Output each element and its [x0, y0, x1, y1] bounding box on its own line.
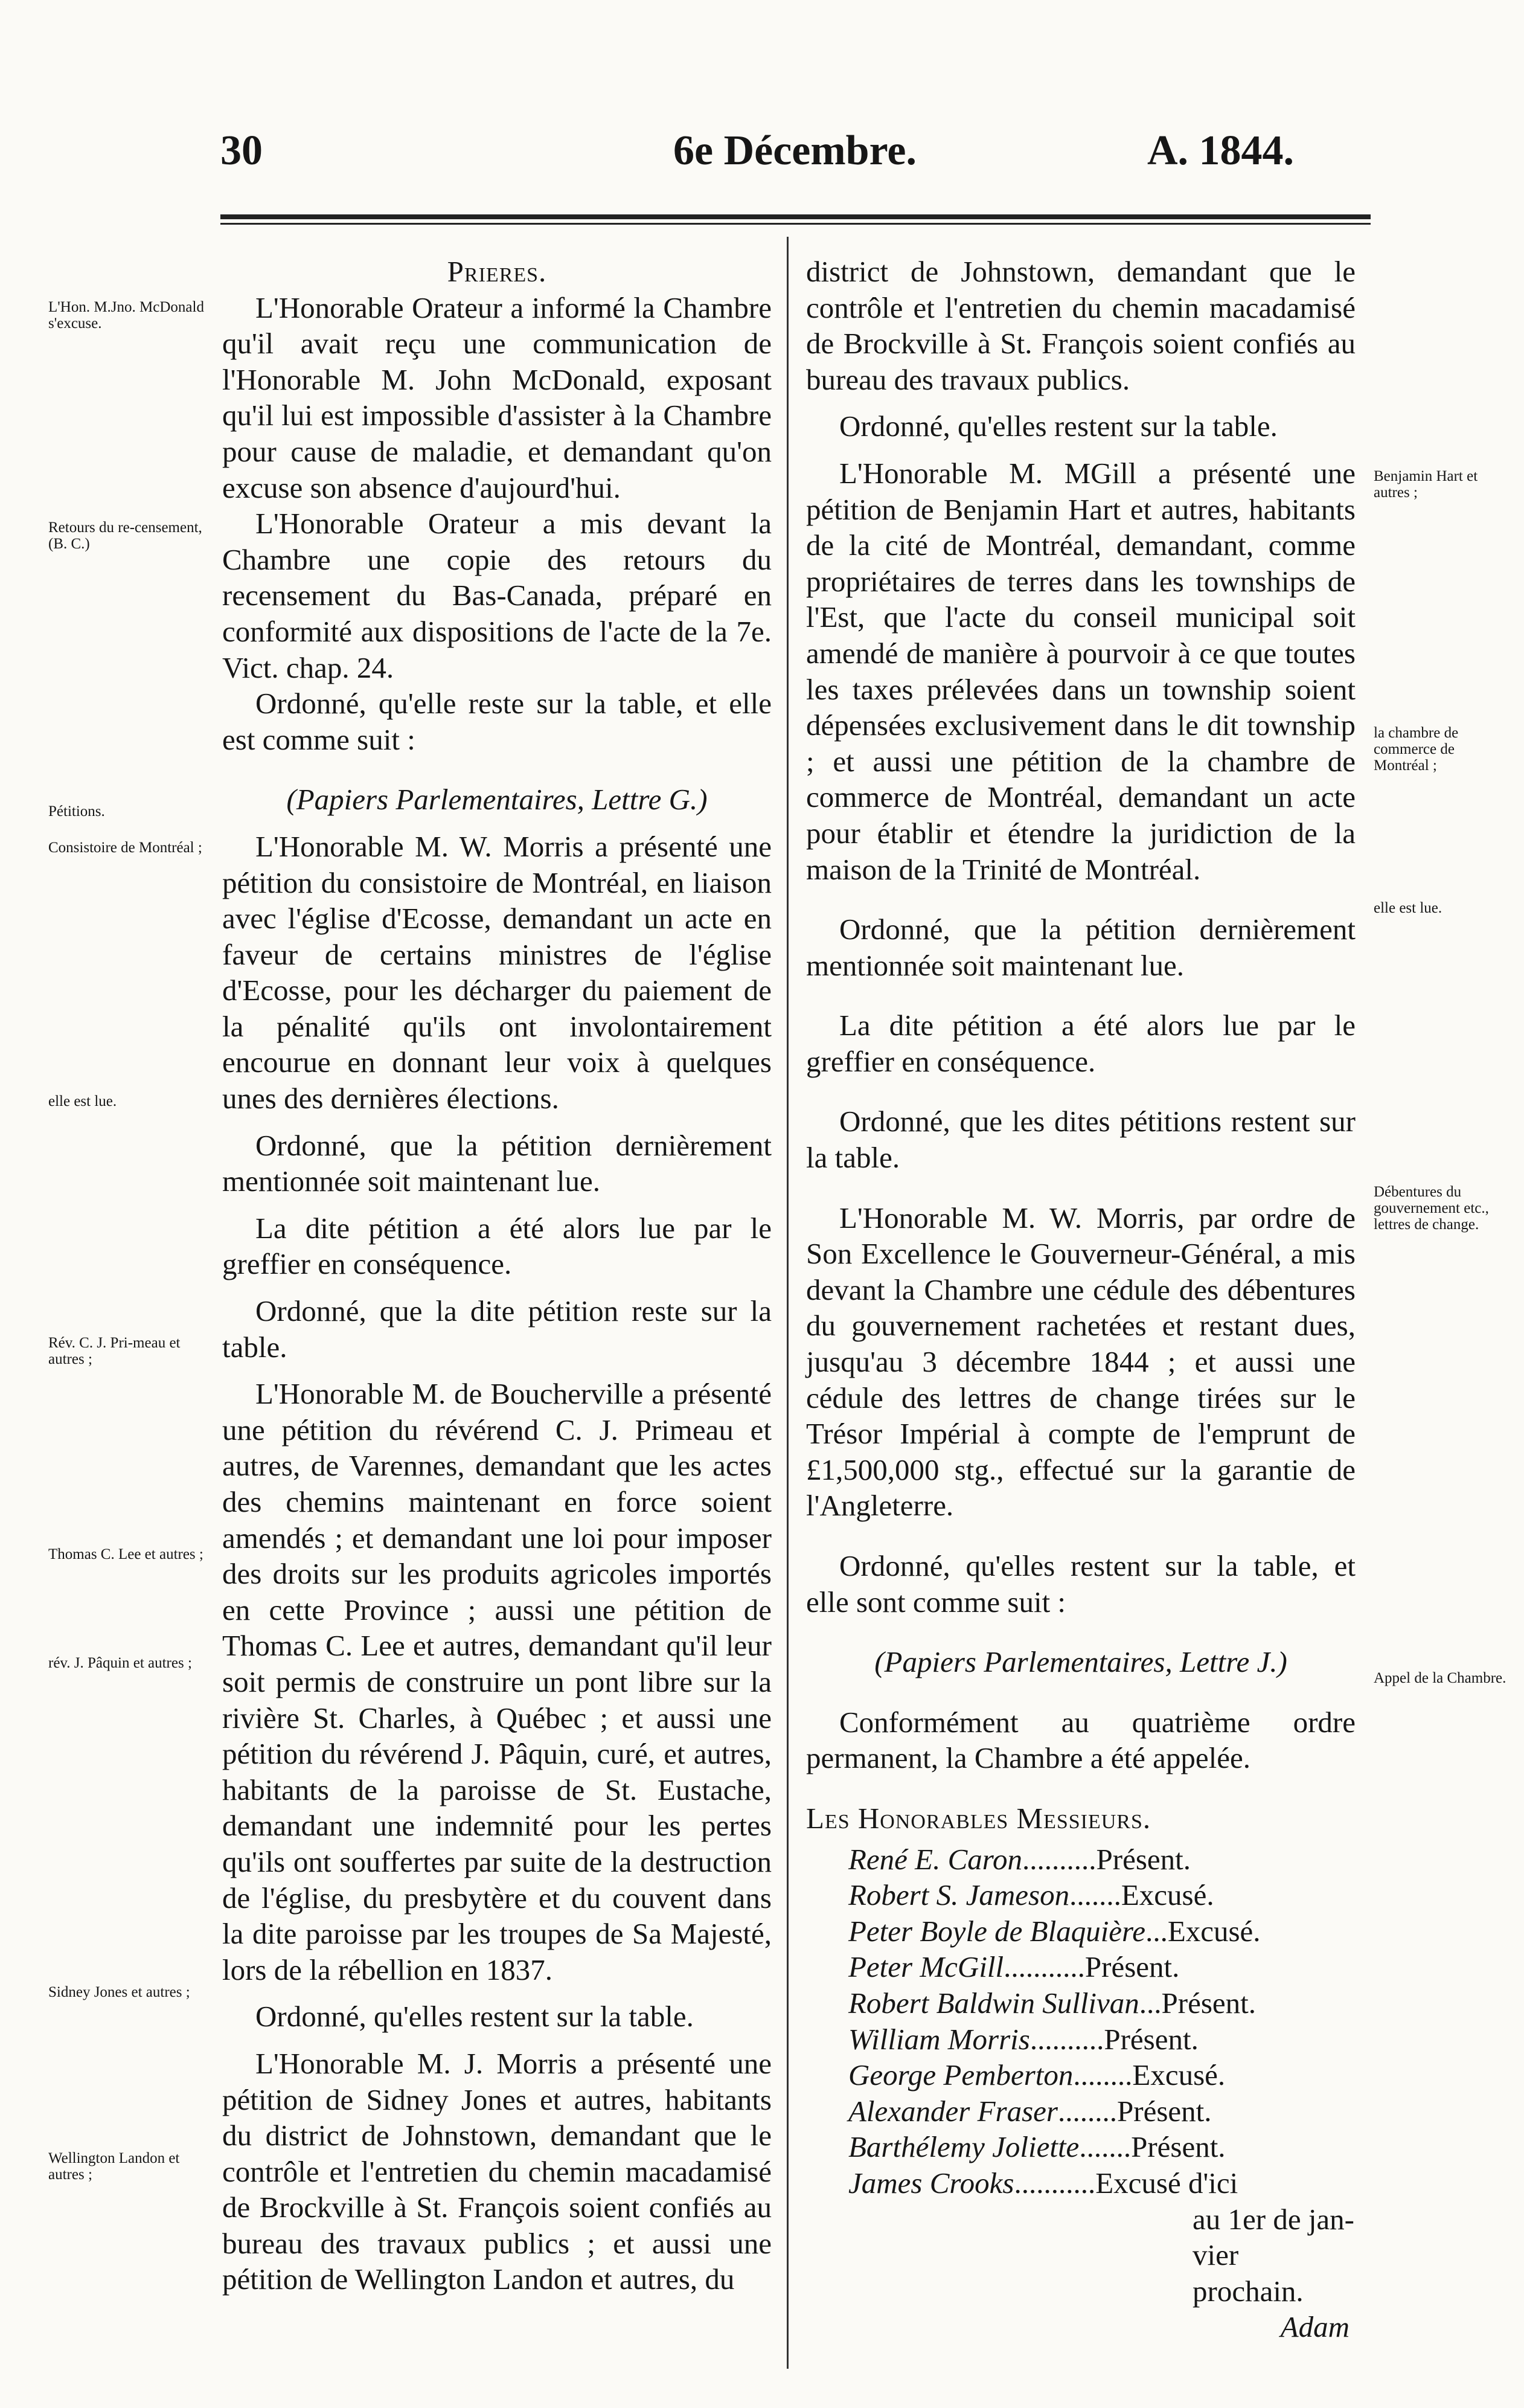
- margin-note: Consistoire de Montréal ;: [48, 840, 202, 856]
- dot-leader: ...: [1139, 1986, 1162, 2020]
- margin-note: Wellington Landon et autres ;: [48, 2150, 180, 2183]
- paragraph: district de Johnstown, demandant que le contrôle et l'entretien du chemin macadamisé de Brockville à St. François soient confiés au bureau des travaux publics.: [806, 255, 1356, 396]
- paragraph: Conformément au quatrième ordre permanent, la Chambre a été appelée.: [806, 1705, 1356, 1775]
- dot-leader: ...: [1145, 1914, 1168, 1948]
- paragraph: La dite pétition a été alors lue par le greffier en conséquence.: [806, 1009, 1356, 1078]
- dot-leader: ..........: [1022, 1842, 1097, 1876]
- section-heading: Prieres.: [447, 255, 547, 288]
- paragraph: L'Honorable M. de Boucherville a présenté une pétition du révérend C. J. Primeau et autres, de Varennes, demandant que les actes des chemins maintenant en force soient amendés ; et demandant une loi pour imposer des droits sur les produits agricoles importés en cette Province ; aussi une pétition de Thomas C. Lee et autres, demandant qu'il leur soit permis de construire un pont libre sur la rivière St. Charles, à Québec ; et aussi une pétition du révérend J. Pâquin, curé, et autres, habitants de la paroisse de St. Eustache, demandant une indemnité pour les pertes qu'ils ont souffertes par suite de la destruction de l'église, du presbytère et du couvent dans la dite paroisse par les troupes de Sa Majesté, lors de la rébellion en 1837.: [222, 1377, 772, 1986]
- attendance-status: Présent.: [1117, 2094, 1212, 2128]
- member-name: René E. Caron: [848, 1842, 1023, 1876]
- dot-leader: ........: [1058, 2094, 1117, 2128]
- paragraph: (Papiers Parlementaires, Lettre J.): [874, 1645, 1287, 1679]
- margin-note: Benjamin Hart et autres ;: [1374, 468, 1478, 501]
- paragraph: Ordonné, qu'elle reste sur la table, et elle est comme suit :: [222, 687, 772, 756]
- attendance-status: Présent.: [1161, 1986, 1257, 2020]
- attendance-status: Excusé.: [1121, 1878, 1214, 1912]
- margin-note: Retours du re-censement, (B. C.): [48, 519, 202, 552]
- roll-entry: [848, 2129, 1356, 2165]
- paragraph: L'Honorable Orateur a mis devant la Chambre une copie des retours du recensement du Bas-Canada, préparé en conformité aux dispositions de l'acte de la 7e. Vict. chap. 24.: [222, 507, 772, 684]
- header-rule-thick: [220, 214, 1371, 219]
- margin-note: Pétitions.: [48, 803, 105, 820]
- paragraph: L'Honorable Orateur a informé la Chambre qu'il avait reçu une communication de l'Honorable M. John McDonald, exposant qu'il lui est impossible d'assister à la Chambre pour cause de maladie, et demandant qu'on excuse son absence d'aujourd'hui.: [222, 291, 772, 504]
- paragraph: Ordonné, qu'elles restent sur la table.: [839, 409, 1278, 443]
- attendance-status: Excusé.: [1132, 2058, 1226, 2092]
- dot-leader: ...........: [1014, 2166, 1096, 2200]
- roll-entry: [848, 2093, 1356, 2130]
- roll-continuation: au 1er de jan-: [1193, 2202, 1354, 2236]
- paragraph: L'Honorable M. W. Morris a présenté une pétition du consistoire de Montréal, en liaison avec l'église d'Ecosse, demandant un acte en faveur de certains ministres de l'église d'Ecosse, pour les décharger du paiement de la pénalité qu'ils ont involontairement encourue en donnant leur voix à quelques unes des dernières élections.: [222, 829, 772, 1116]
- roll-entry: [848, 1841, 1356, 1878]
- paragraph: Ordonné, que la pétition dernièrement mentionnée soit maintenant lue.: [806, 913, 1356, 982]
- margin-note: L'Hon. M.Jno. McDonald s'excuse.: [48, 299, 204, 332]
- paragraph: (Papiers Parlementaires, Lettre G.): [286, 783, 708, 817]
- paragraph: L'Honorable M. J. Morris a présenté une pétition de Sidney Jones et autres, habitants du district de Johnstown, demandant que le contrôle et l'entretien du chemin macadamisé de Brockville à St. François soient confiés au bureau des travaux publics ; et aussi une pétition de Wellington Landon et autres, du: [222, 2046, 772, 2296]
- member-name: Barthélemy Joliette: [848, 2130, 1080, 2164]
- paragraph: L'Honorable M. W. Morris, par ordre de Son Excellence le Gouverneur-Général, a mis devant la Chambre une cédule des débentures du gouvernement rachetées et restant dues, jusqu'au 3 décembre 1844 ; et aussi une cédule des lettres de change tirées sur le Trésor Impérial à compte de l'emprunt de £1,500,000 stg., effectué sur la garantie de l'Angleterre.: [806, 1201, 1356, 1523]
- margin-note: Débentures du gouvernement etc., lettres de change.: [1374, 1184, 1489, 1233]
- member-name: Robert S. Jameson: [848, 1878, 1070, 1912]
- left-column: [222, 254, 772, 2297]
- catchword: Adam: [1280, 2310, 1350, 2344]
- member-name: James Crooks: [848, 2166, 1014, 2200]
- page-number: 30: [220, 127, 263, 174]
- roll-entry: [848, 1913, 1356, 1950]
- roll-entry: [848, 1877, 1356, 1913]
- member-name: George Pemberton: [848, 2058, 1074, 2092]
- page-year: A. 1844.: [1147, 127, 1295, 174]
- margin-note: Thomas C. Lee et autres ;: [48, 1546, 203, 1562]
- paragraph: L'Honorable M. MGill a présenté une pétition de Benjamin Hart et autres, habitants de la cité de Montréal, demandant, comme propriétaires de terres dans les townships de l'Est, que l'acte du conseil municipal soit amendé de manière à pourvoir à ce que toutes les taxes prélevées dans un township soient dépensées exclusivement dans le dit township ; et aussi une pétition de la chambre de commerce de Montréal, demandant un acte pour établir et étendre la juridiction de la maison de la Trinité de Montréal.: [806, 456, 1356, 886]
- dot-leader: ........: [1073, 2058, 1133, 2092]
- member-name: Alexander Fraser: [848, 2094, 1058, 2128]
- member-name: Robert Baldwin Sullivan: [848, 1986, 1139, 2020]
- paragraph: Ordonné, qu'elles restent sur la table, et elle sont comme suit :: [806, 1549, 1356, 1619]
- member-name: Peter McGill: [848, 1950, 1004, 1984]
- margin-note: elle est lue.: [1374, 900, 1442, 916]
- attendance-status: Excusé.: [1167, 1914, 1261, 1948]
- paragraph: Ordonné, qu'elles restent sur la table.: [255, 2000, 694, 2034]
- attendance-status: Présent.: [1084, 1950, 1180, 1984]
- paragraph: Ordonné, que les dites pétitions restent sur la table.: [806, 1105, 1356, 1175]
- dot-leader: ..........: [1029, 2022, 1104, 2056]
- roll-call-list: [848, 1841, 1356, 2201]
- attendance-status: Présent.: [1096, 1842, 1191, 1876]
- member-name: William Morris: [848, 2022, 1030, 2056]
- dot-leader: ...........: [1004, 1950, 1085, 1984]
- margin-note: elle est lue.: [48, 1093, 117, 1109]
- paragraph: Ordonné, que la pétition dernièrement mentionnée soit maintenant lue.: [222, 1128, 772, 1198]
- margin-note: Sidney Jones et autres ;: [48, 1984, 190, 2000]
- attendance-status: Présent.: [1104, 2022, 1199, 2056]
- right-column: [806, 254, 1356, 2345]
- roll-continuation: vier prochain.: [1193, 2238, 1304, 2308]
- dot-leader: .......: [1079, 2130, 1132, 2164]
- roll-entry: [848, 1949, 1356, 1985]
- margin-note: rév. J. Pâquin et autres ;: [48, 1655, 192, 1671]
- header-rule-thin: [220, 223, 1371, 225]
- roll-entry: [848, 2021, 1356, 2058]
- paragraph: La dite pétition a été alors lue par le greffier en conséquence.: [222, 1211, 772, 1281]
- roll-entry: [848, 2057, 1356, 2093]
- margin-note: Appel de la Chambre.: [1374, 1670, 1506, 1686]
- margin-note: la chambre de commerce de Montréal ;: [1374, 725, 1459, 774]
- paragraph: Ordonné, que la dite pétition reste sur la table.: [222, 1294, 772, 1364]
- roll-entry: [848, 1985, 1356, 2021]
- member-name: Peter Boyle de Blaquière: [848, 1914, 1146, 1948]
- page-date: 6e Décembre.: [673, 127, 917, 174]
- dot-leader: .......: [1069, 1878, 1121, 1912]
- roll-call-heading: Les Honorables Messieurs.: [806, 1801, 1151, 1835]
- attendance-status: Excusé d'ici: [1095, 2166, 1238, 2200]
- attendance-status: Présent.: [1131, 2130, 1226, 2164]
- column-divider: [787, 237, 789, 2369]
- margin-note: Rév. C. J. Pri-meau et autres ;: [48, 1335, 181, 1367]
- roll-entry: [848, 2165, 1356, 2201]
